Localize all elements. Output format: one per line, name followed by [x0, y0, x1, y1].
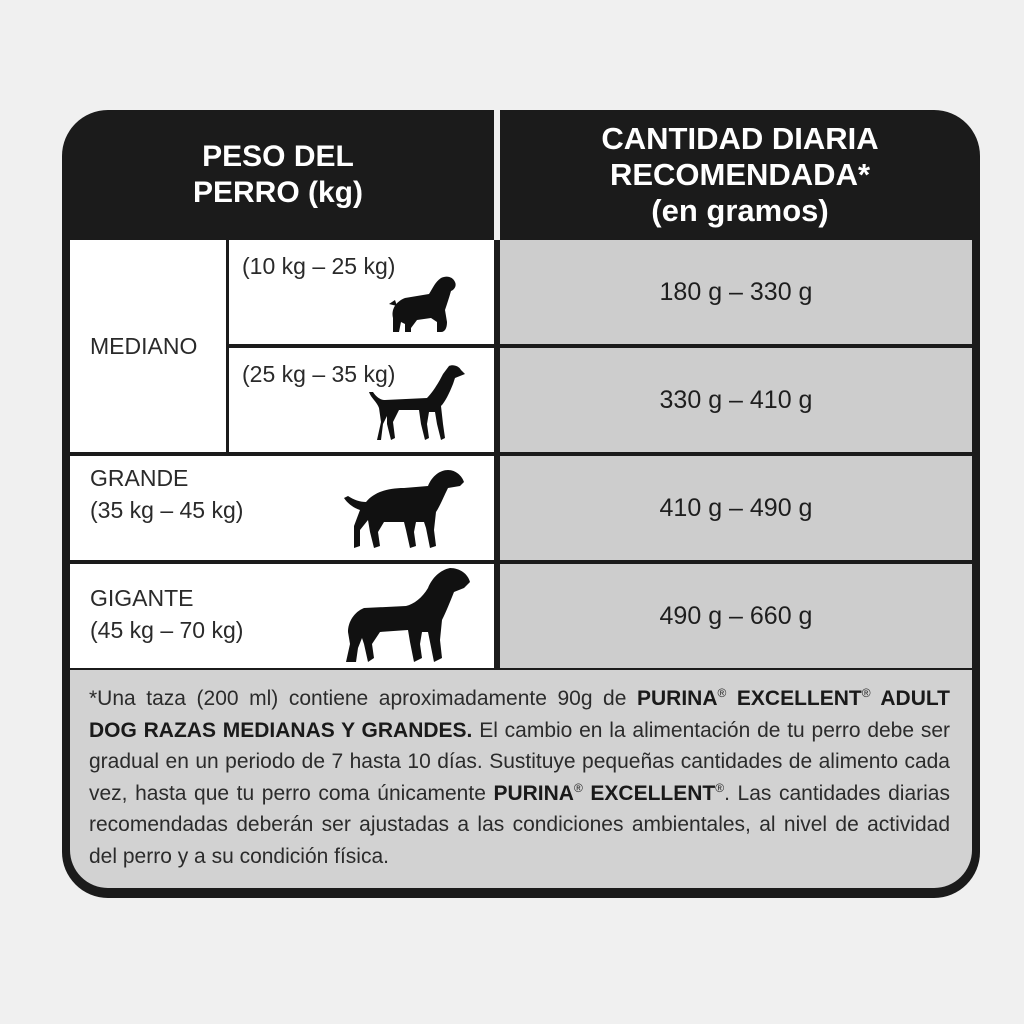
table-row-amount-2 [500, 348, 972, 452]
brand-excellent-2: EXCELLENT [582, 781, 716, 805]
weight-range-4: (45 kg – 70 kg) [90, 617, 244, 643]
group-label-grande: GRANDE [90, 465, 189, 491]
table-row-amount-1 [500, 240, 972, 344]
group-label-gigante: GIGANTE [90, 585, 194, 611]
brand-excellent-1: EXCELLENT [726, 687, 862, 710]
weight-range-2: (25 kg – 35 kg) [242, 361, 396, 387]
footnote-text-3: . Las cantidades diarias recomendadas deberán ser ajustadas a las condiciones ambientales, al nivel de actividad del perro y a su condición física. [89, 781, 950, 868]
group-label-text: MEDIANO [90, 333, 198, 359]
rottweiler-icon [344, 566, 470, 664]
registered-mark-3: ® [573, 780, 583, 795]
table-row-weight-4 [70, 564, 494, 668]
table-row-weight-2 [229, 348, 494, 452]
brand-purina-1: PURINA [636, 687, 718, 710]
header-daily-amount [500, 110, 980, 240]
pointer-dog-icon [369, 362, 465, 442]
weight-range-1: (10 kg – 25 kg) [242, 253, 396, 279]
header-weight [62, 110, 494, 240]
footnote-text-1: *Una taza (200 ml) contiene aproximadamente 90g de [89, 687, 637, 710]
amount-4: 490 g – 660 g [659, 601, 813, 630]
labrador-icon [344, 466, 466, 550]
table-row-weight-1 [229, 240, 494, 344]
footnote [70, 670, 972, 888]
header-weight-line1: PESO DEL [202, 140, 354, 173]
weight-range-3: (35 kg – 45 kg) [90, 497, 244, 523]
product-name: ADULT DOG RAZAS MEDIANAS Y GRANDES. [89, 687, 950, 742]
header-amount-line3: (en gramos) [651, 193, 829, 228]
table-row-weight-3 [70, 456, 494, 560]
registered-mark-4: ® [715, 780, 725, 795]
amount-1: 180 g – 330 g [659, 277, 813, 306]
table-row-amount-4 [500, 564, 972, 668]
amount-3: 410 g – 490 g [659, 493, 813, 522]
header-amount-line1: CANTIDAD DIARIA [601, 121, 879, 156]
registered-mark-2: ® [861, 686, 871, 700]
brand-purina-2: PURINA [493, 781, 574, 805]
registered-mark-1: ® [717, 686, 727, 700]
header-weight-line2: PERRO (kg) [192, 176, 363, 209]
header-amount-line2: RECOMENDADA* [609, 157, 871, 192]
amount-2: 330 g – 410 g [659, 385, 813, 414]
table-row-amount-3 [500, 456, 972, 560]
cocker-spaniel-icon [387, 274, 459, 334]
feeding-table [62, 110, 980, 898]
group-label-mediano [70, 240, 226, 452]
footnote-text-2: El cambio en la alimentación de tu perro debe ser gradual en un periodo de 7 hasta 10 días. Sustituye pequeñas cantidades de alimento cada vez, hasta que tu perro coma únicamente [89, 718, 950, 805]
